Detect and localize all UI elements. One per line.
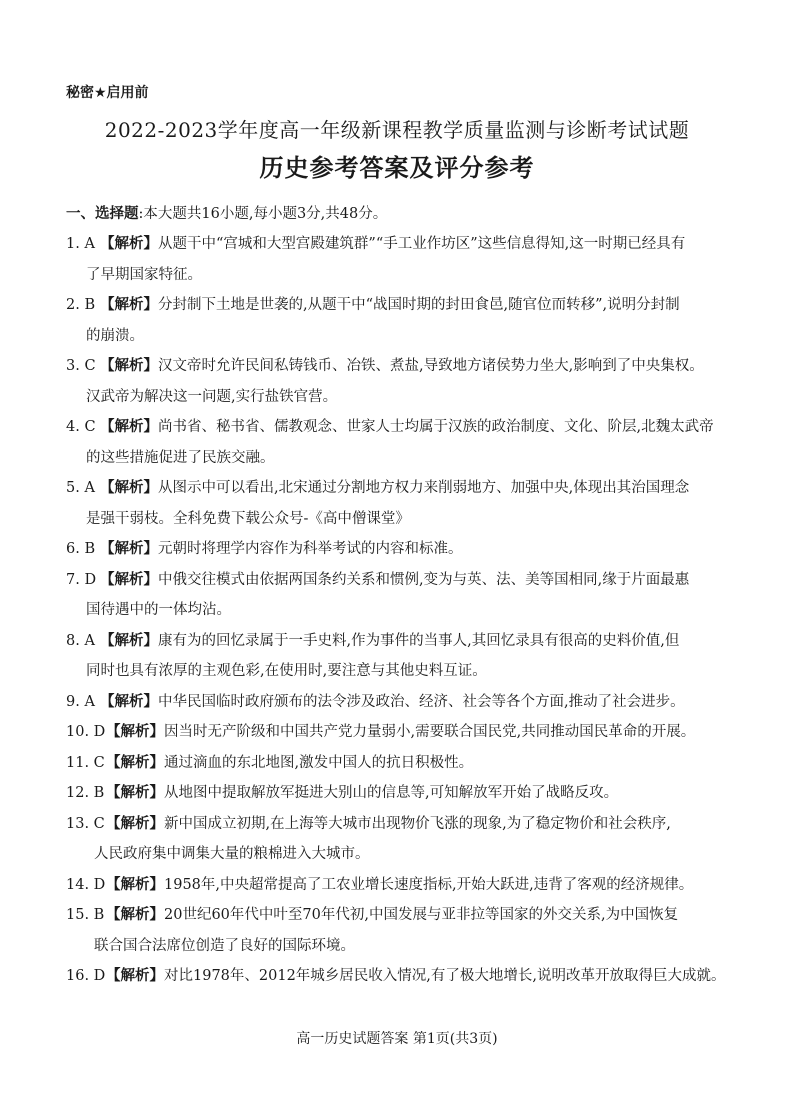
answer-number: 9. A [66, 693, 95, 710]
answer-item [66, 748, 731, 779]
answer-line [66, 290, 731, 321]
answer-item [66, 900, 731, 961]
analysis-text: 从图示中可以看出,北宋通过分割地方权力来削弱地方、加强中央,体现出其治国理念 [158, 480, 690, 496]
analysis-tag: 【解析】 [100, 480, 158, 496]
answer-item [66, 412, 731, 473]
answer-item [66, 961, 731, 992]
analysis-text: 元朝时将理学内容作为科举考试的内容和标准。 [158, 541, 463, 557]
answer-line [66, 900, 731, 931]
analysis-tag: 【解析】 [106, 815, 164, 832]
answer-item [66, 870, 731, 901]
analysis-text: 通过滴血的东北地图,激发中国人的抗日积极性。 [164, 754, 474, 771]
answer-number: 6. B [66, 541, 96, 557]
analysis-text-continued: 的这些措施促进了民族交融。 [86, 449, 275, 466]
analysis-text-continued: 汉武帝为解决这一问题,实行盐铁官营。 [86, 388, 338, 405]
analysis-text-continued: 了早期国家特征。 [86, 266, 202, 283]
answer-number: 2. B [66, 297, 96, 313]
analysis-tag: 【解析】 [100, 297, 158, 313]
answer-line [66, 809, 731, 840]
confidential-label: 秘密★启用前 [66, 85, 149, 101]
analysis-tag: 【解析】 [100, 358, 158, 374]
analysis-tag: 【解析】 [106, 754, 164, 771]
analysis-text: 对比1978年、2012年城乡居民收入情况,有了极大地增长,说明改革开放取得巨大成就。 [164, 968, 726, 984]
answer-number: 13. C [66, 815, 105, 832]
analysis-tag: 【解析】 [100, 236, 158, 252]
analysis-text-continued: 是强干弱枝。全科免费下载公众号-《高中僧课堂》 [86, 510, 410, 527]
analysis-tag: 【解析】 [100, 693, 158, 710]
exam-title: 2022-2023学年度高一年级新课程教学质量监测与诊断考试试题 [104, 118, 690, 142]
answer-line [66, 748, 731, 779]
answer-number: 1. A [66, 236, 95, 252]
analysis-text: 尚书省、秘书省、儒教观念、世家人士均属于汉族的政治制度、文化、阶层,北魏太武帝 [158, 419, 714, 435]
answer-number: 12. B [66, 785, 105, 801]
answer-line [66, 534, 731, 565]
analysis-text: 康有为的回忆录属于一手史料,作为事件的当事人,其回忆录具有很高的史料价值,但 [158, 632, 680, 649]
analysis-text-continued: 的崩溃。 [86, 327, 144, 344]
answer-line [66, 626, 731, 657]
analysis-text: 新中国成立初期,在上海等大城市出现物价飞涨的现象,为了稳定物价和社会秩序, [164, 815, 671, 832]
analysis-tag: 【解析】 [106, 968, 164, 984]
answer-line [66, 473, 731, 504]
answer-number: 16. D [66, 968, 106, 984]
answer-item [66, 473, 731, 534]
answer-list [66, 229, 731, 992]
exam-subtitle: 历史参考答案及评分参考 [259, 154, 535, 182]
answer-line [66, 717, 731, 748]
analysis-text: 1958年,中央超常提高了工农业增长速度指标,开始大跃进,违背了客观的经济规律。 [164, 876, 694, 893]
answer-number: 8. A [66, 632, 95, 649]
answer-item [66, 229, 731, 290]
analysis-text-continued: 联合国合法席位创造了良好的国际环境。 [94, 937, 355, 954]
analysis-text: 中华民国临时政府颁布的法令涉及政治、经济、社会等各个方面,推动了社会进步。 [158, 693, 685, 710]
answer-item [66, 778, 731, 809]
analysis-text: 20世纪60年代中叶至70年代初,中国发展与亚非拉等国家的外交关系,为中国恢复 [164, 907, 679, 923]
analysis-tag: 【解析】 [106, 907, 164, 923]
answer-line [66, 778, 731, 809]
analysis-text: 分封制下土地是世袭的,从题干中“战国时期的封田食邑,随官位而转移”,说明分封制 [158, 297, 680, 313]
answer-item [66, 534, 731, 565]
answer-number: 15. B [66, 907, 105, 923]
answer-line [66, 870, 731, 901]
answer-line [66, 412, 731, 443]
analysis-text-continued: 人民政府集中调集大量的粮棉进入大城市。 [94, 846, 370, 862]
answer-number: 10. D [66, 724, 106, 740]
answer-line [66, 351, 731, 382]
analysis-tag: 【解析】 [100, 632, 158, 649]
page-footer: 高一历史试题答案 第1页(共3页) [296, 1031, 498, 1047]
answer-number: 14. D [66, 876, 106, 893]
analysis-tag: 【解析】 [100, 419, 158, 435]
answer-line [66, 687, 731, 718]
answer-line [66, 229, 731, 260]
answer-number: 11. C [66, 754, 105, 771]
answer-item [66, 717, 731, 748]
section-label: 一、选择题 [66, 206, 139, 222]
analysis-tag: 【解析】 [100, 541, 158, 557]
analysis-text: 从地图中提取解放军挺进大别山的信息等,可知解放军开始了战略反攻。 [164, 785, 619, 801]
analysis-tag: 【解析】 [106, 724, 164, 740]
answer-item [66, 626, 731, 687]
answer-number: 5. A [66, 480, 95, 496]
answer-line [66, 961, 731, 992]
section-description: :本大题共16小题,每小题3分,共48分。 [138, 206, 388, 222]
analysis-text: 从题干中“宫城和大型宫殿建筑群”“手工业作坊区”这些信息得知,这一时期已经具有 [158, 236, 686, 252]
section-heading [66, 202, 387, 223]
answer-item [66, 290, 731, 351]
answer-number: 3. C [66, 358, 96, 374]
analysis-text: 因当时无产阶级和中国共产党力量弱小,需要联合国民党,共同推动国民革命的开展。 [164, 724, 696, 740]
answer-item [66, 687, 731, 718]
answer-number: 4. C [66, 419, 96, 435]
answer-item [66, 809, 731, 870]
answer-item [66, 565, 731, 626]
analysis-text: 汉文帝时允许民间私铸钱币、冶铁、煮盐,导致地方诸侯势力坐大,影响到了中央集权。 [158, 358, 704, 374]
answer-line [66, 565, 731, 596]
analysis-tag: 【解析】 [106, 876, 164, 893]
analysis-text-continued: 国待遇中的一体均沾。 [86, 602, 231, 618]
analysis-tag: 【解析】 [100, 571, 158, 588]
analysis-text-continued: 同时也具有浓厚的主观色彩,在使用时,要注意与其他史料互证。 [86, 663, 487, 679]
answer-item [66, 351, 731, 412]
answer-number: 7. D [66, 571, 97, 588]
analysis-tag: 【解析】 [106, 785, 164, 801]
analysis-text: 中俄交往模式由依据两国条约关系和惯例,变为与英、法、美等国相同,缘于片面最惠 [158, 571, 690, 588]
